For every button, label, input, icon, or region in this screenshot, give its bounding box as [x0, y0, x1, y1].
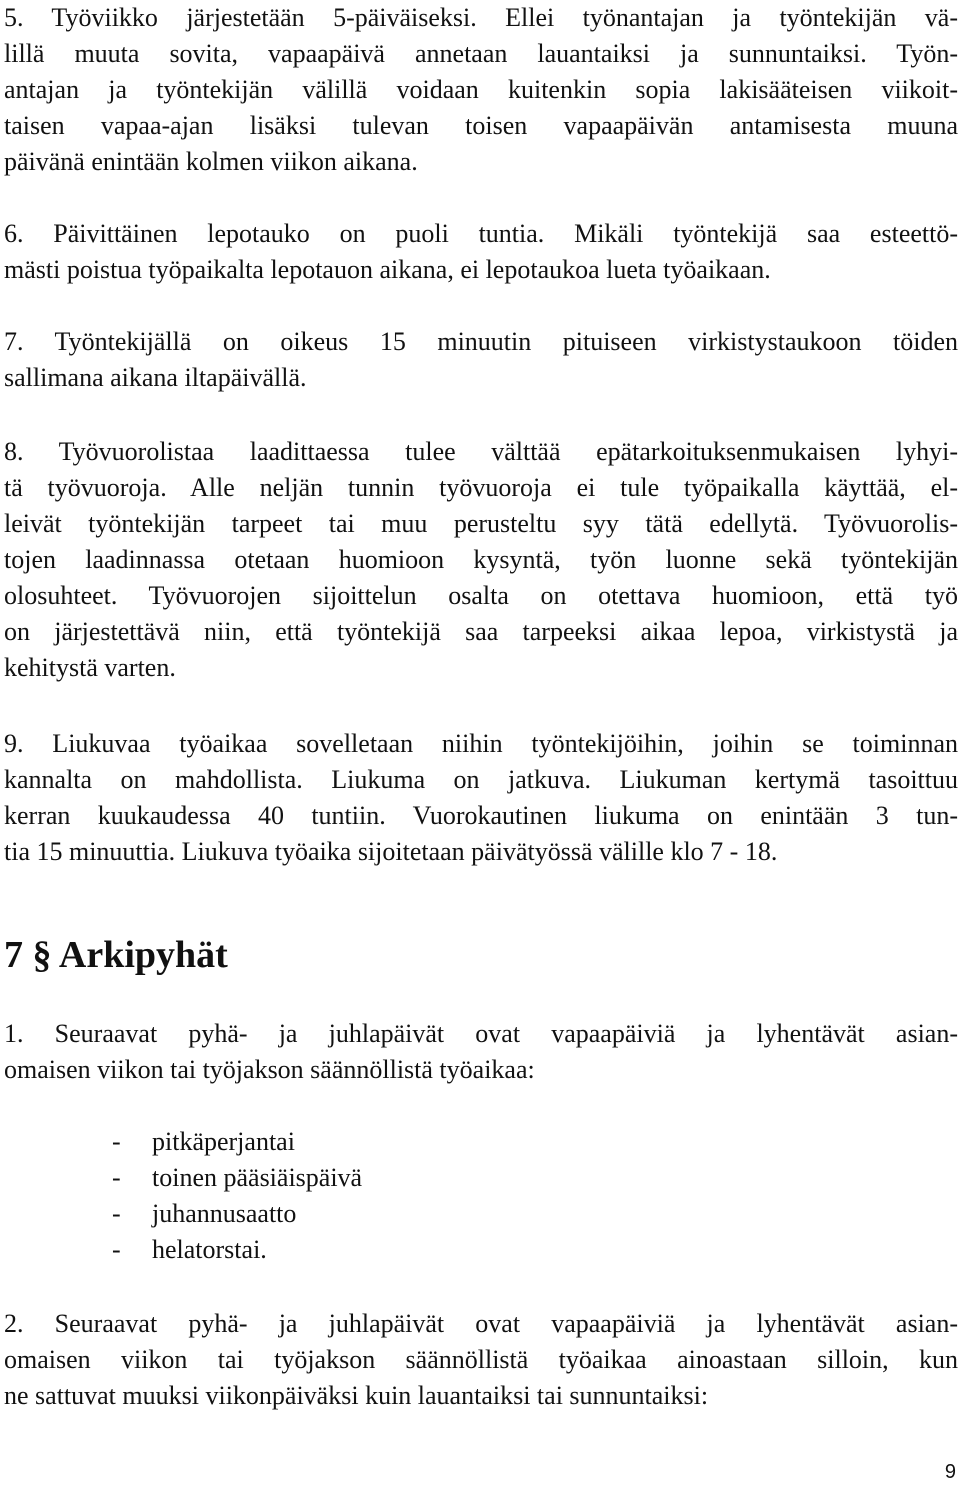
paragraph-8 [4, 434, 958, 686]
paragraph-7 [4, 324, 958, 396]
paragraph-line: tia 15 minuuttia. Liukuva työaika sijoitetaan päivätyössä välille klo 7 - 18. [4, 837, 778, 866]
holiday-list [112, 1124, 362, 1268]
paragraph-line: mästi poistua työpaikalta lepotauon aikana, ei lepotaukoa lueta työaikaan. [4, 255, 771, 284]
paragraph-line: kerran kuukaudessa 40 tuntiin. Vuorokautinen liukuma on enintään 3 tun- [4, 801, 958, 830]
paragraph-line: ne sattuvat muuksi viikonpäiväksi kuin lauantaiksi tai sunnuntaiksi: [4, 1381, 709, 1410]
section-7-paragraph-1 [4, 1016, 958, 1088]
paragraph-line: olosuhteet. Työvuorojen sijoittelun osalta on otettava huomioon, että työ [4, 581, 958, 610]
page-number: 9 [944, 1461, 956, 1483]
paragraph-line: 2. Seuraavat pyhä- ja juhlapäivät ovat vapaapäiviä ja lyhentävät asian- [4, 1309, 958, 1338]
paragraph-line: kannalta on mahdollista. Liukuma on jatkuva. Liukuman kertymä tasoittuu [4, 765, 958, 794]
list-item-text: helatorstai. [152, 1235, 267, 1264]
paragraph-line: 5. Työviikko järjestetään 5-päiväiseksi. Ellei työnantajan ja työntekijän vä- [4, 3, 958, 32]
paragraph-6 [4, 216, 958, 288]
list-item [112, 1160, 362, 1196]
section-7-paragraph-2 [4, 1306, 958, 1414]
paragraph-line: 9. Liukuvaa työaikaa sovelletaan niihin työntekijöihin, joihin se toiminnan [4, 729, 958, 758]
paragraph-9 [4, 726, 958, 870]
paragraph-line: lillä muuta sovita, vapaapäivä annetaan lauantaiksi ja sunnuntaiksi. Työn- [4, 39, 958, 68]
paragraph-line: tojen laadinnassa otetaan huomioon kysyntä, työn luonne sekä työntekijän [4, 545, 958, 574]
list-dash: - [112, 1199, 121, 1228]
paragraph-line: kehitystä varten. [4, 653, 176, 682]
paragraph-line: 8. Työvuorolistaa laadittaessa tulee välttää epätarkoituksenmukaisen lyhyi- [4, 437, 958, 466]
paragraph-line: omaisen viikon tai työjakson säännöllistä työaikaa ainoastaan silloin, kun [4, 1345, 958, 1374]
paragraph-line: leivät työntekijän tarpeet tai muu perusteltu syy tätä edellytä. Työvuorolis- [4, 509, 958, 538]
list-dash: - [112, 1235, 121, 1264]
paragraph-line: sallimana aikana iltapäivällä. [4, 363, 307, 392]
paragraph-line: 1. Seuraavat pyhä- ja juhlapäivät ovat vapaapäiviä ja lyhentävät asian- [4, 1019, 958, 1048]
list-dash: - [112, 1163, 121, 1192]
list-item-text: toinen pääsiäispäivä [152, 1163, 363, 1192]
list-item [112, 1232, 362, 1268]
document-page [4, 0, 958, 1490]
paragraph-line: 7. Työntekijällä on oikeus 15 minuutin pituiseen virkistystaukoon töiden [4, 327, 958, 356]
list-item [112, 1196, 362, 1232]
paragraph-line: omaisen viikon tai työjakson säännöllistä työaikaa: [4, 1055, 535, 1084]
paragraph-line: antajan ja työntekijän välillä voidaan kuitenkin sopia lakisääteisen viikoit- [4, 75, 958, 104]
paragraph-5 [4, 0, 958, 180]
paragraph-line: 6. Päivittäinen lepotauko on puoli tuntia. Mikäli työntekijä saa esteettö- [4, 219, 958, 248]
list-item [112, 1124, 362, 1160]
list-dash: - [112, 1127, 121, 1156]
section-heading: 7 § Arkipyhät [4, 934, 228, 976]
paragraph-line: tä työvuoroja. Alle neljän tunnin työvuoroja ei tule työpaikalla käyttää, el- [4, 473, 958, 502]
paragraph-line: päivänä enintään kolmen viikon aikana. [4, 147, 418, 176]
paragraph-line: on järjestettävä niin, että työntekijä saa tarpeeksi aikaa lepoa, virkistystä ja [4, 617, 958, 646]
list-item-text: pitkäperjantai [152, 1127, 295, 1156]
list-item-text: juhannusaatto [152, 1199, 297, 1228]
paragraph-line: taisen vapaa-ajan lisäksi tulevan toisen vapaapäivän antamisesta muuna [4, 111, 958, 140]
